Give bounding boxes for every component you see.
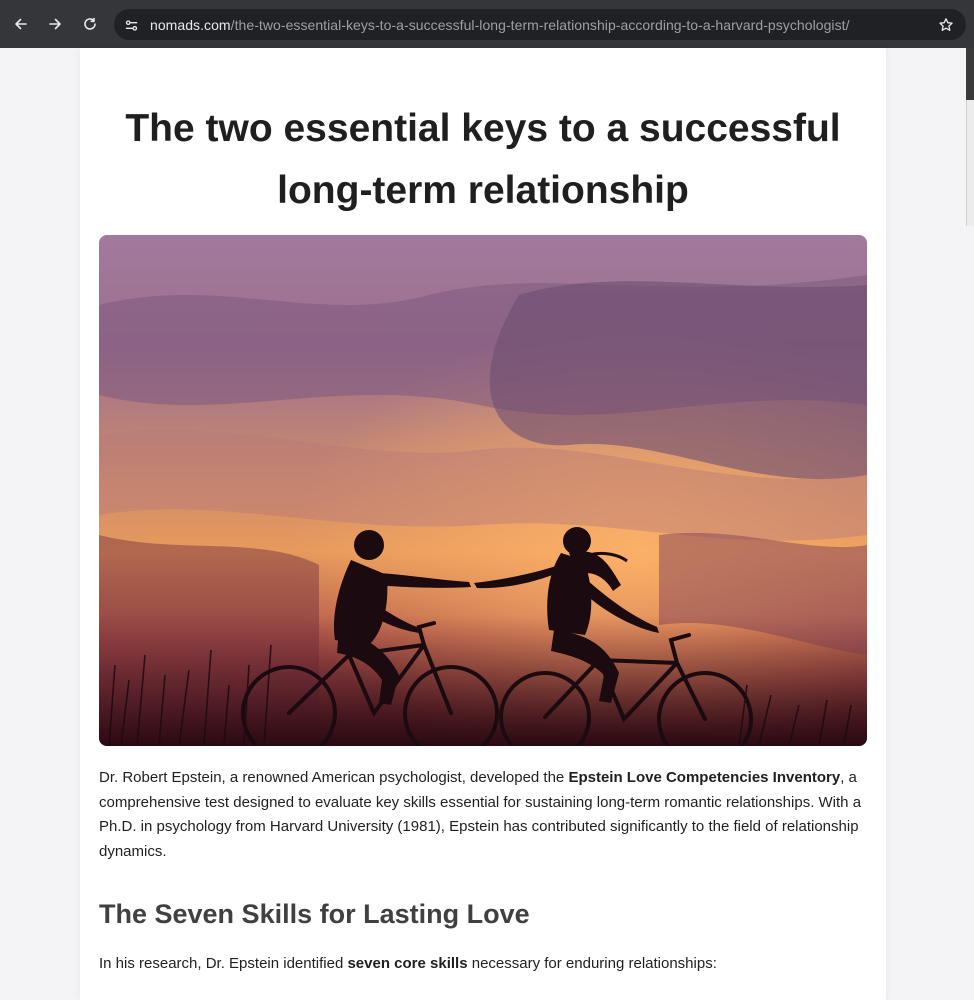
- arrow-left-icon: [13, 16, 29, 32]
- sunset-couple-bicycles-image: [99, 235, 867, 746]
- url-path: /the-two-essential-keys-to-a-successful-long-term-relationship-according-to-a-harvard-psychologist/: [230, 17, 850, 33]
- url-text[interactable]: [150, 17, 850, 33]
- section-intro-bold: seven core skills: [347, 955, 468, 972]
- intro-text-1: Dr. Robert Epstein, a renowned American psychologist, developed the: [99, 769, 569, 786]
- section-intro-paragraph: [99, 952, 867, 976]
- site-info-button[interactable]: [122, 16, 140, 34]
- side-panel-edge-light: [966, 100, 974, 226]
- section-intro-text-2: necessary for enduring relationships:: [467, 955, 717, 972]
- url-host: nomads.com: [150, 17, 231, 33]
- reload-button[interactable]: [78, 12, 102, 36]
- hero-image: [99, 235, 867, 746]
- bookmark-button[interactable]: [936, 15, 956, 35]
- intro-text-2: , a comprehensive test designed to evaluate key skills essential for sustaining long-term romantic relationships. With a Ph.D. in psychology from Harvard University (1981), Epstein has contributed significantly to the field of relationship dynamics.: [99, 769, 862, 860]
- article-container: [80, 48, 886, 1000]
- forward-button[interactable]: [43, 12, 67, 36]
- section-heading: The Seven Skills for Lasting Love: [99, 899, 530, 929]
- article-title: The two essential keys to a successful long-term relationship: [125, 107, 841, 212]
- section-intro-text-1: In his research, Dr. Epstein identified: [99, 955, 348, 972]
- star-icon: [938, 17, 954, 33]
- browser-toolbar: [0, 0, 974, 48]
- tune-icon: [124, 18, 139, 33]
- address-bar[interactable]: [114, 9, 966, 40]
- intro-paragraph: [99, 766, 867, 864]
- side-panel-edge: [966, 48, 974, 100]
- inventory-name: Epstein Love Competencies Inventory: [568, 769, 841, 786]
- arrow-right-icon: [47, 16, 63, 32]
- reload-icon: [82, 16, 98, 32]
- back-button[interactable]: [9, 12, 33, 36]
